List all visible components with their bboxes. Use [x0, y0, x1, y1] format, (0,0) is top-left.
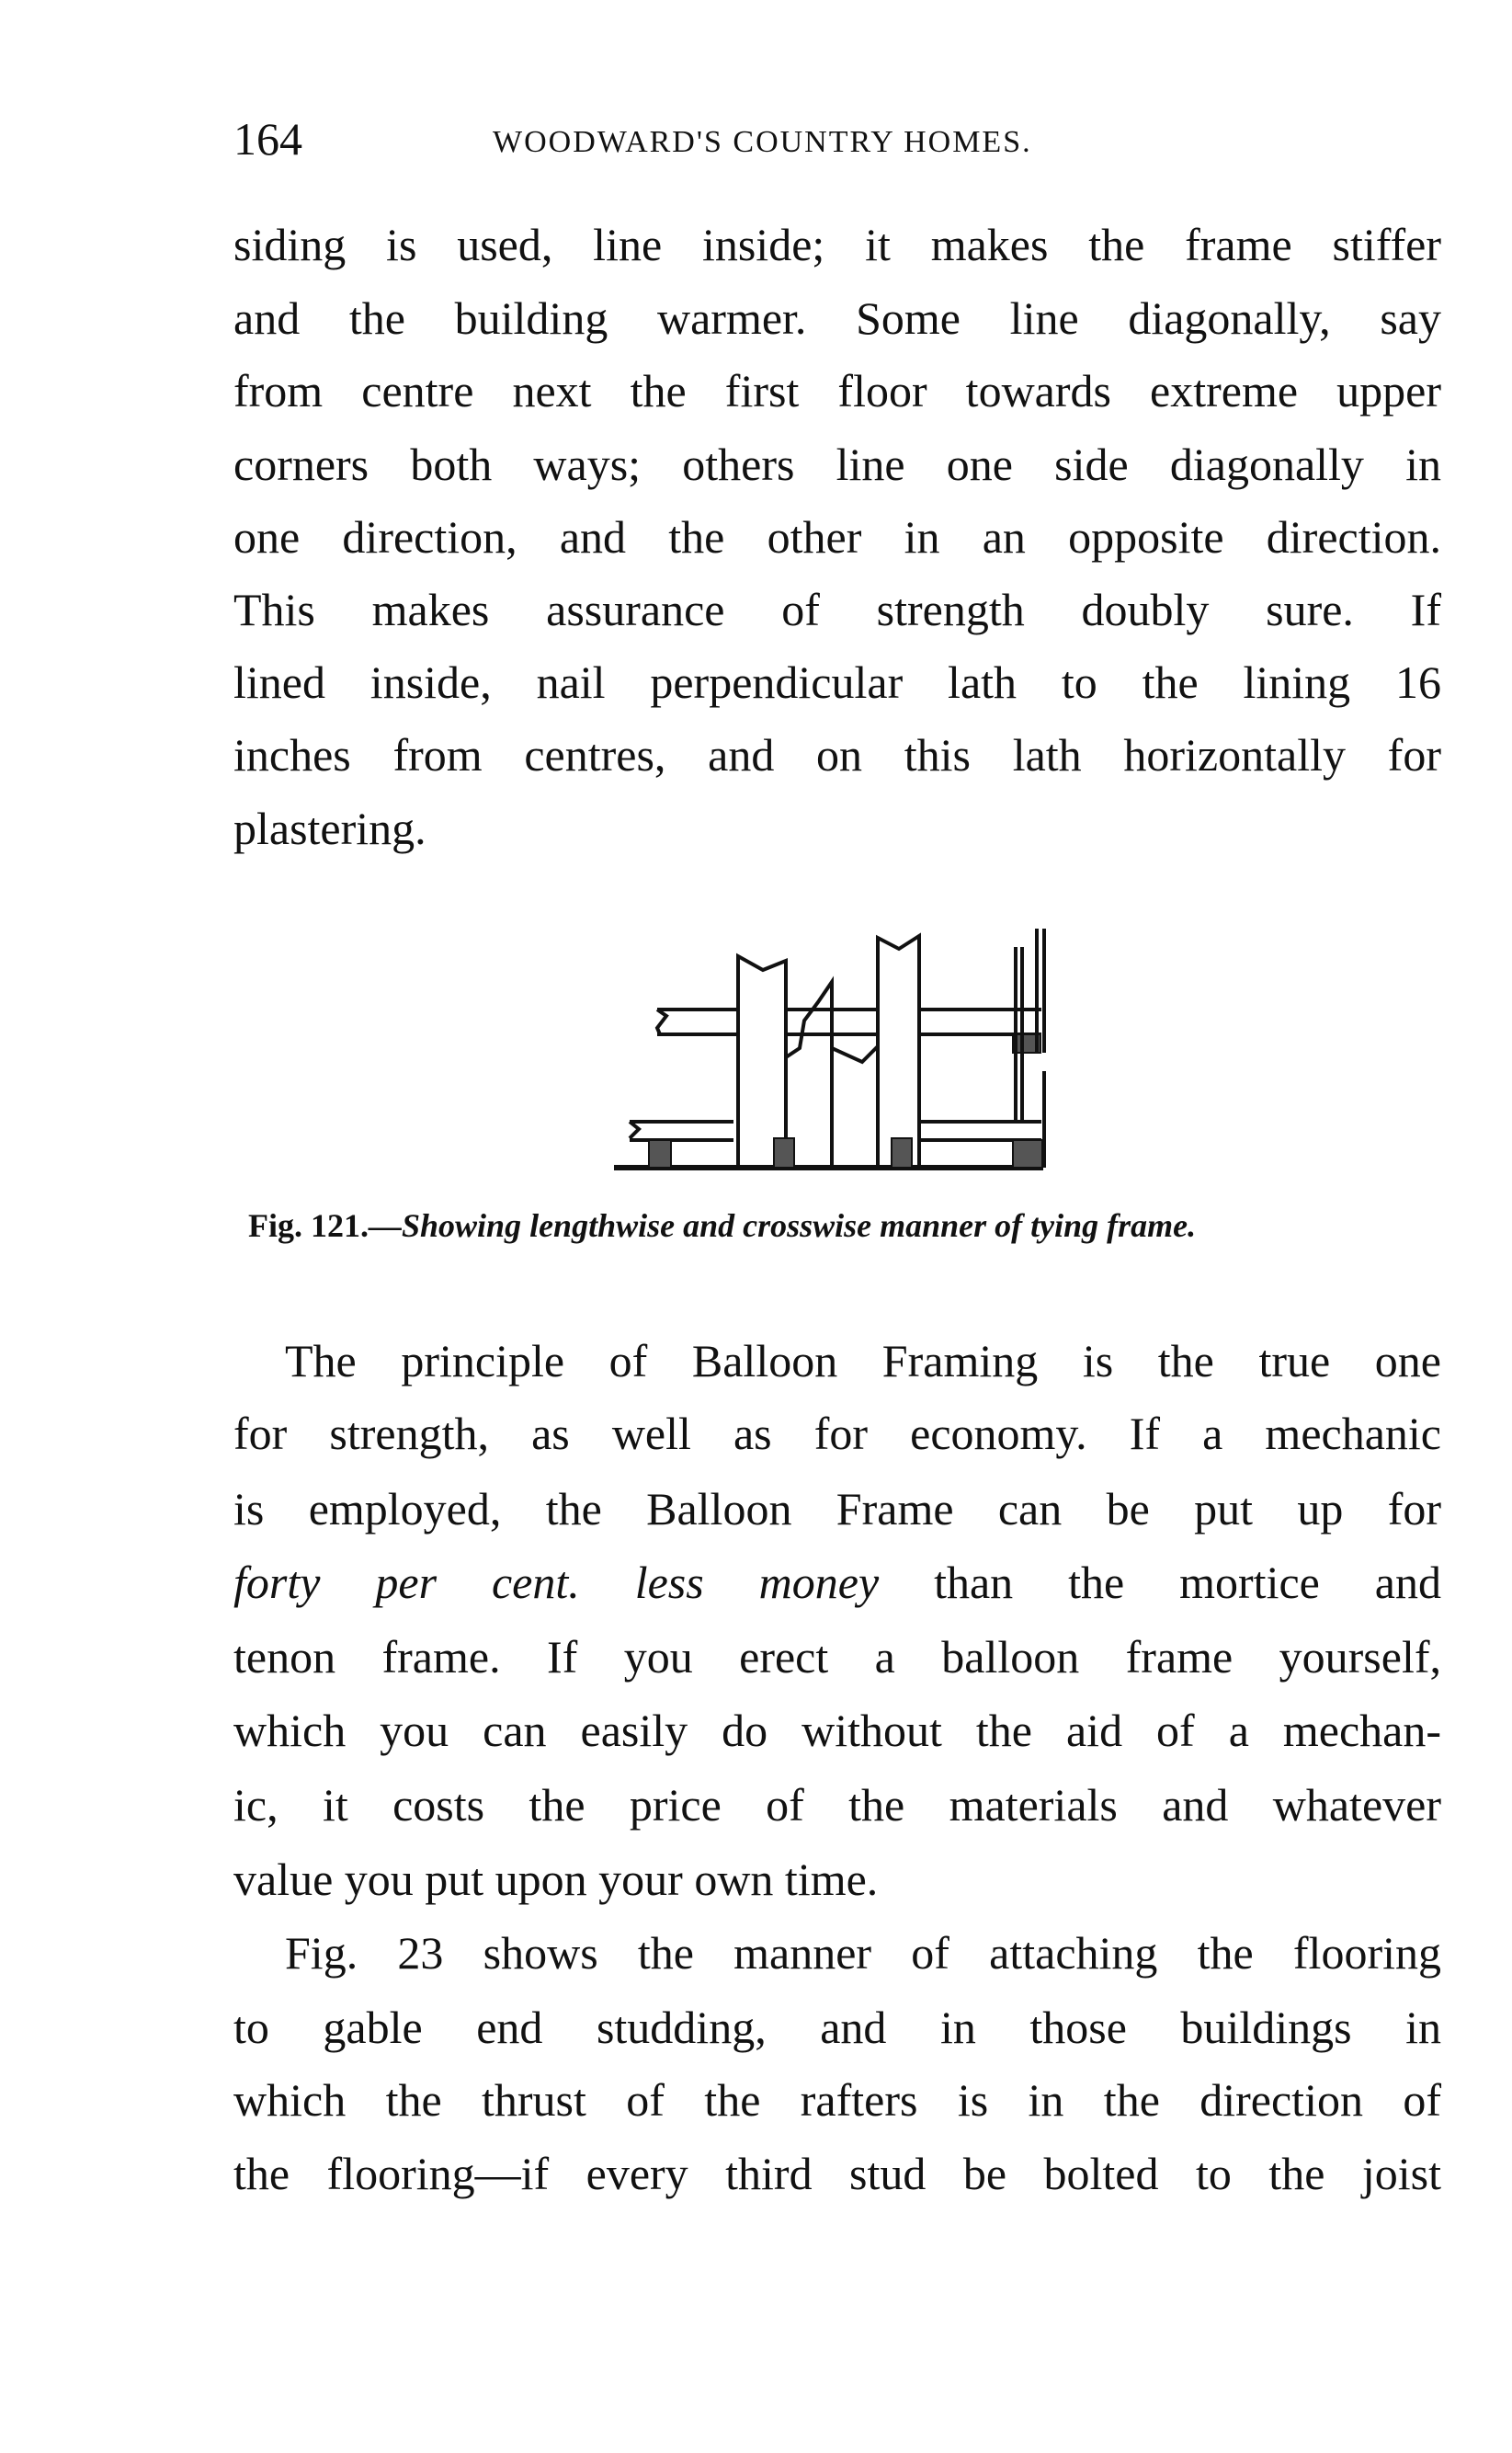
text-line: lined inside, nail perpendicular lath to the lining 16: [233, 656, 1441, 708]
figure-caption-text: —Showing lengthwise and crosswise manner of tying frame.: [369, 1207, 1197, 1244]
text-line: tenon frame. If you erect a balloon frame yourself,: [233, 1631, 1441, 1683]
text-line: [233, 1555, 1441, 1610]
text-line: This makes assurance of strength doubly sure. If: [233, 584, 1441, 635]
italic-phrase: forty per cent. less money: [233, 1557, 880, 1608]
figure-caption: [248, 1206, 1507, 1245]
text-line: the flooring—if every third stud be bolted to the joist: [233, 2148, 1441, 2199]
page-number: 164: [233, 113, 302, 165]
page-header: [233, 112, 1189, 167]
text-span: than the mortice and: [879, 1557, 1441, 1608]
text-line: inches from centres, and on this lath horizontally for: [233, 729, 1441, 781]
balloon-frame-figure: [607, 919, 1048, 1186]
text-line: value you put upon your own time.: [233, 1854, 879, 1905]
text-line: which you can easily do without the aid of a mechan-: [233, 1705, 1441, 1756]
text-line: ic, it costs the price of the materials and whatever: [233, 1779, 1441, 1831]
text-line: The principle of Balloon Framing is the true one: [285, 1335, 1441, 1386]
figure-label: Fig. 121.: [248, 1207, 369, 1244]
text-line: siding is used, line inside; it makes the frame stiffer: [233, 219, 1441, 270]
text-line: which the thrust of the rafters is in the direction of: [233, 2074, 1441, 2126]
text-line: to gable end studding, and in those buildings in: [233, 2002, 1441, 2053]
text-line: for strength, as well as for economy. If a mechanic: [233, 1408, 1441, 1459]
text-line: is employed, the Balloon Frame can be put up for: [233, 1483, 1441, 1535]
text-line: plastering.: [233, 803, 426, 854]
text-line: one direction, and the other in an opposite direction.: [233, 511, 1441, 563]
text-line: and the building warmer. Some line diagonally, say: [233, 292, 1441, 344]
text-line: corners both ways; others line one side diagonally in: [233, 439, 1441, 490]
running-title: WOODWARD'S COUNTRY HOMES.: [493, 125, 1032, 159]
text-line: from centre next the first floor towards extreme upper: [233, 365, 1441, 416]
text-line: Fig. 23 shows the manner of attaching the flooring: [285, 1927, 1441, 1979]
